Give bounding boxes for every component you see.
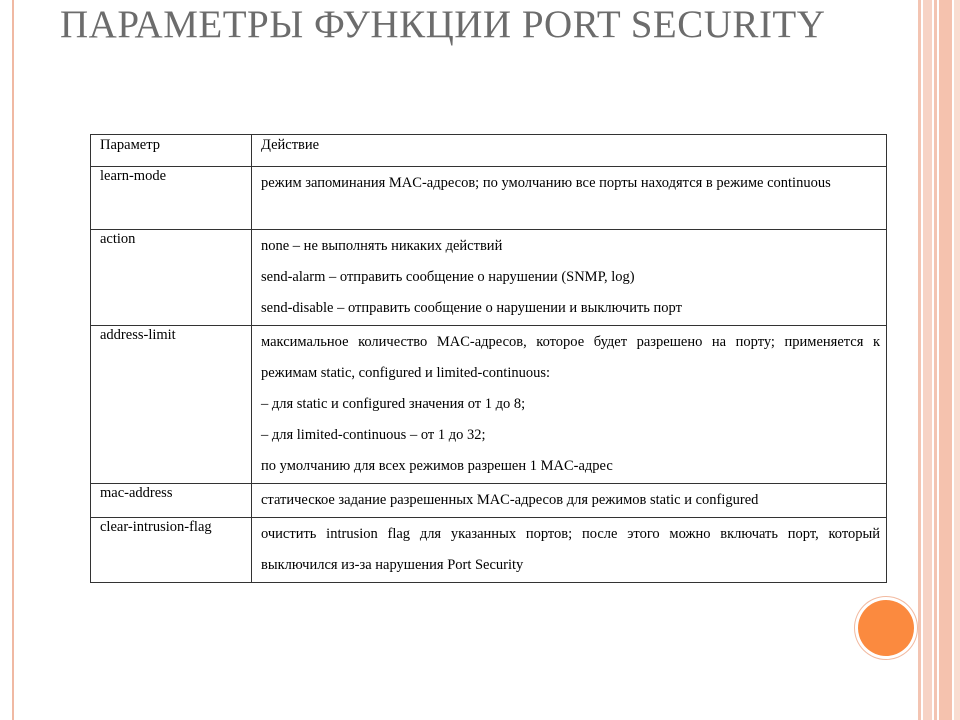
- header-param: Параметр: [91, 135, 252, 167]
- table-row: [91, 484, 887, 518]
- param-name: address-limit: [91, 326, 252, 484]
- stripe: [954, 0, 960, 720]
- param-name: learn-mode: [91, 167, 252, 230]
- header-action: Действие: [252, 135, 887, 167]
- action-text: – для static и configured значения от 1 до 8;: [261, 396, 526, 412]
- left-frame-line: [12, 0, 14, 720]
- action-text: максимальное количество MAC-адресов, которое будет разрешено на порту; применяется к режимам static, configured и limited-continuous:: [261, 334, 880, 381]
- stripe: [918, 0, 921, 720]
- action-text: send-alarm – отправить сообщение о нарушении (SNMP, log): [261, 269, 635, 285]
- stripe: [934, 0, 937, 720]
- slide-title: ПАРАМЕТРЫ ФУНКЦИИ PORT SECURITY: [60, 3, 826, 46]
- param-name: clear-intrusion-flag: [91, 518, 252, 583]
- action-text: статическое задание разрешенных MAC-адресов для режимов static и configured: [261, 492, 759, 508]
- action-text: – для limited-continuous – от 1 до 32;: [261, 427, 486, 443]
- param-name: mac-address: [91, 484, 252, 518]
- param-action: [252, 326, 887, 484]
- action-text: none – не выполнять никаких действий: [261, 238, 503, 254]
- table-row: [91, 518, 887, 583]
- parameters-table: [90, 134, 887, 583]
- param-action: [252, 518, 887, 583]
- action-text: очистить intrusion flag для указанных портов; после этого можно включать порт, который выключился из-за нарушения Port Security: [261, 526, 880, 573]
- decorative-circle: [858, 600, 914, 656]
- table-row: [91, 230, 887, 326]
- action-text: по умолчанию для всех режимов разрешен 1 MAC-адрес: [261, 458, 613, 474]
- param-action: [252, 167, 887, 230]
- table-row: [91, 167, 887, 230]
- param-action: [252, 230, 887, 326]
- param-name: action: [91, 230, 252, 326]
- action-text: режим запоминания MAC-адресов; по умолчанию все порты находятся в режиме continuous: [261, 175, 831, 191]
- right-decorative-stripes: [918, 0, 960, 720]
- stripe: [939, 0, 952, 720]
- table-header-row: [91, 135, 887, 167]
- param-action: [252, 484, 887, 518]
- stripe: [923, 0, 932, 720]
- action-text: send-disable – отправить сообщение о нарушении и выключить порт: [261, 300, 682, 316]
- table-row: [91, 326, 887, 484]
